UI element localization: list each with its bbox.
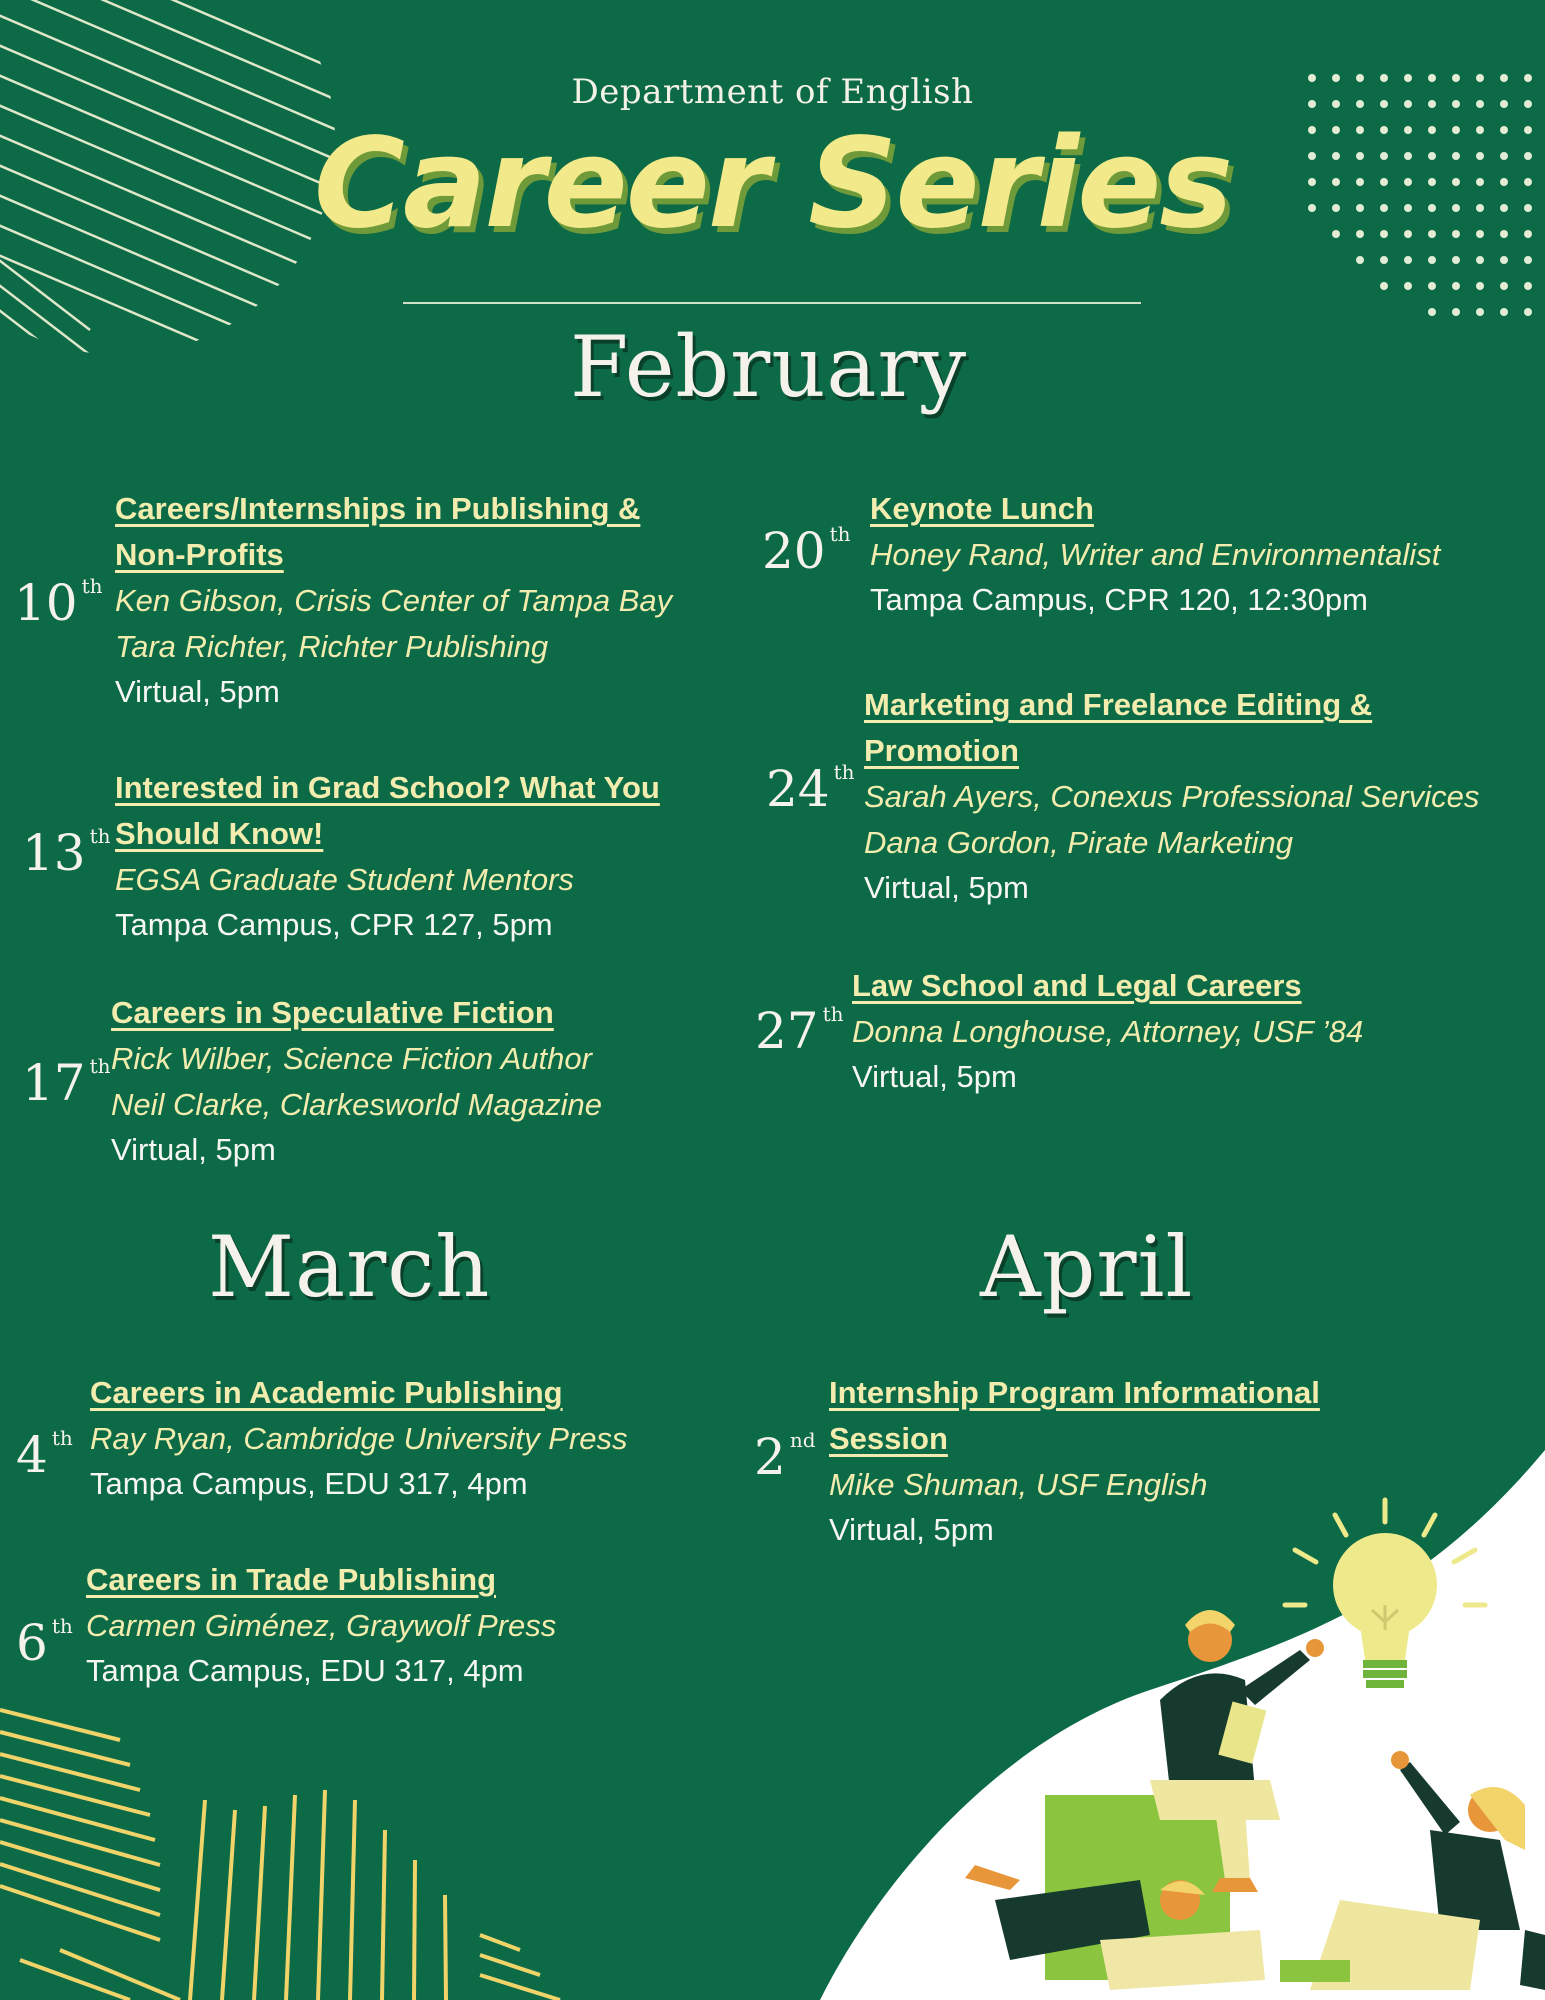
- page-title: Career Series: [313, 112, 1232, 256]
- event-date: [16, 1614, 73, 1672]
- event-speaker: Rick Wilber, Science Fiction Author: [111, 1041, 592, 1076]
- date-day: 2: [754, 1428, 786, 1486]
- divider: [403, 302, 1141, 304]
- event-speaker: Donna Longhouse, Attorney, USF ’84: [852, 1014, 1364, 1049]
- department-heading: Department of English: [571, 72, 974, 112]
- event-feb27: [852, 963, 1363, 1099]
- date-day: 6: [16, 1614, 48, 1672]
- event-speaker: Sarah Ayers, Conexus Professional Services: [864, 779, 1480, 814]
- event-title[interactable]: Careers in Academic Publishing: [90, 1375, 563, 1410]
- event-location: Virtual, 5pm: [111, 1132, 276, 1167]
- event-speaker: Carmen Giménez, Graywolf Press: [86, 1608, 557, 1643]
- event-speaker: Ray Ryan, Cambridge University Press: [90, 1421, 628, 1456]
- event-title[interactable]: Keynote Lunch: [870, 491, 1094, 526]
- event-speaker: Mike Shuman, USF English: [829, 1467, 1208, 1502]
- date-suffix: th: [51, 1426, 73, 1450]
- event-location: Virtual, 5pm: [115, 674, 280, 709]
- date-day: 27: [755, 1002, 819, 1060]
- date-day: 13: [22, 824, 86, 882]
- date-suffix: th: [822, 1002, 844, 1026]
- event-title[interactable]: Careers/Internships in Publishing &: [115, 491, 641, 526]
- date-day: 24: [766, 760, 830, 818]
- date-suffix: nd: [789, 1428, 816, 1452]
- event-title[interactable]: Internship Program Informational: [829, 1375, 1320, 1410]
- event-location: Tampa Campus, EDU 317, 4pm: [90, 1466, 528, 1501]
- event-title[interactable]: Marketing and Freelance Editing &: [864, 687, 1373, 722]
- event-title[interactable]: Non-Profits: [115, 537, 284, 572]
- month-heading-april: April: [980, 1218, 1194, 1316]
- event-feb17: [111, 990, 602, 1172]
- month-heading-march: March: [208, 1218, 491, 1316]
- event-title[interactable]: Careers in Speculative Fiction: [111, 995, 554, 1030]
- event-location: Tampa Campus, CPR 120, 12:30pm: [870, 582, 1368, 617]
- event-speaker: Neil Clarke, Clarkesworld Magazine: [111, 1087, 603, 1122]
- event-location: Tampa Campus, EDU 317, 4pm: [86, 1653, 524, 1688]
- event-speaker: Dana Gordon, Pirate Marketing: [864, 825, 1294, 860]
- event-date: [755, 1002, 844, 1060]
- event-location: Virtual, 5pm: [864, 870, 1029, 905]
- line-pattern-bottom-left: [0, 1710, 560, 2000]
- event-title[interactable]: Should Know!: [115, 816, 324, 851]
- date-suffix: th: [81, 574, 103, 598]
- event-date: [754, 1428, 816, 1486]
- event-feb10: [115, 486, 672, 714]
- date-suffix: th: [829, 522, 851, 546]
- event-feb13: [115, 765, 660, 947]
- event-date: [22, 1054, 111, 1112]
- event-feb20: [870, 486, 1440, 622]
- event-title[interactable]: Careers in Trade Publishing: [86, 1562, 497, 1597]
- event-title[interactable]: Session: [829, 1421, 948, 1456]
- date-suffix: th: [89, 1054, 111, 1078]
- event-speaker: EGSA Graduate Student Mentors: [115, 862, 574, 897]
- event-mar6: [86, 1557, 556, 1693]
- event-date: [22, 824, 111, 882]
- event-title[interactable]: Law School and Legal Careers: [852, 968, 1302, 1003]
- event-title[interactable]: Interested in Grad School? What You: [115, 770, 660, 805]
- event-date: [766, 760, 855, 818]
- event-location: Virtual, 5pm: [852, 1059, 1017, 1094]
- event-speaker: Ken Gibson, Crisis Center of Tampa Bay: [115, 583, 673, 618]
- date-day: 20: [762, 522, 826, 580]
- event-location: Virtual, 5pm: [829, 1512, 994, 1547]
- date-suffix: th: [89, 824, 111, 848]
- event-speaker: Honey Rand, Writer and Environmentalist: [870, 537, 1441, 572]
- date-day: 4: [16, 1426, 48, 1484]
- date-day: 10: [14, 574, 78, 632]
- event-date: [14, 574, 103, 632]
- event-date: [762, 522, 851, 580]
- event-speaker: Tara Richter, Richter Publishing: [115, 629, 549, 664]
- event-title[interactable]: Promotion: [864, 733, 1019, 768]
- date-suffix: th: [833, 760, 855, 784]
- event-location: Tampa Campus, CPR 127, 5pm: [115, 907, 553, 942]
- event-date: [16, 1426, 73, 1484]
- date-day: 17: [22, 1054, 86, 1112]
- event-apr2: [829, 1370, 1320, 1552]
- month-heading-february: February: [570, 318, 968, 416]
- event-feb24: [864, 682, 1479, 910]
- date-suffix: th: [51, 1614, 73, 1638]
- event-mar4: [90, 1370, 628, 1506]
